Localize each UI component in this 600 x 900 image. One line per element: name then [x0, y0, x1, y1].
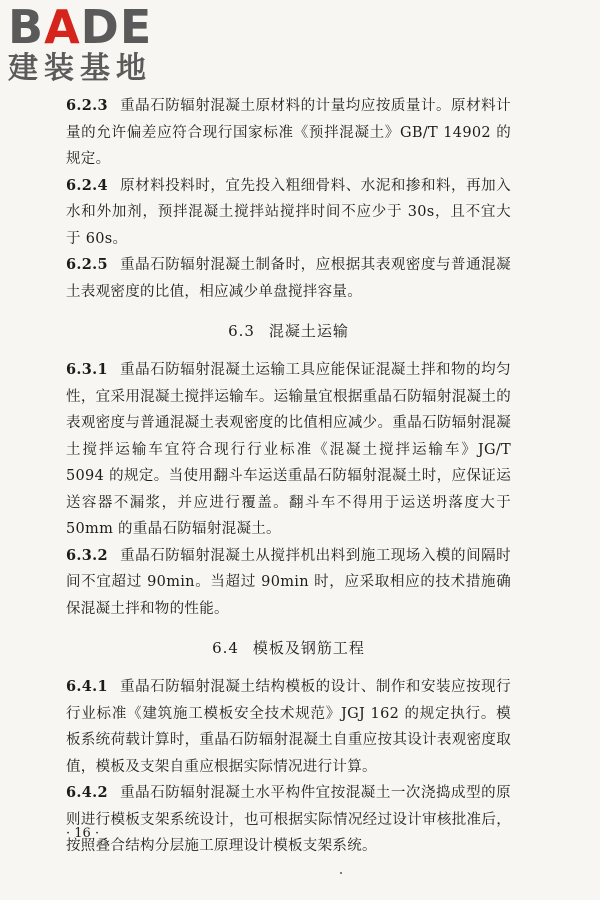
clause-text: 重晶石防辐射混凝土水平构件宜按混凝土一次浇捣成型的原则进行模板支架系统设计，也可根据实际情况经过设计审核批准后，按照叠合结构分层施工原理设计模板支架系统。 [66, 785, 511, 854]
section-title: 模板及钢筋工程 [252, 639, 365, 657]
clause-text: 重晶石防辐射混凝土运输工具应能保证混凝土拌和物的均匀性，宜采用混凝土搅拌运输车。运输量宜根据重晶石防辐射混凝土的表观密度与普通混凝土表观密度的比值相应减少。重晶石防辐射混凝土搅拌运输车宜符合现行行业标准《混凝土搅拌运输车》JG/T 5094 的规定。当使用翻斗车运送重晶石防辐射混凝土时，应保证运送容器不漏浆，并应进行覆盖。翻斗车不得用于运送坍落度大于 50mm 的重晶石防辐射混凝土。 [66, 362, 511, 537]
clause-text: 重晶石防辐射混凝土从搅拌机出料到施工现场入模的间隔时间不宜超过 90min。当超过 90min 时，应采取相应的技术措施确保混凝土拌和物的性能。 [66, 547, 511, 617]
section-number: 6.3 [228, 322, 255, 340]
clause-paragraph [66, 93, 511, 173]
bade-logo [8, 0, 188, 86]
section-number: 6.4 [212, 639, 239, 657]
clause-paragraph [66, 252, 511, 305]
clause-text: 重晶石防辐射混凝土结构模板的设计、制作和安装应按现行行业标准《建筑施工模板安全技术规范》JGJ 162 的规定执行。模板系统荷载计算时，重晶石防辐射混凝土自重应按其设计表观密度取值，模板及支架自重应根据实际情况进行计算。 [66, 679, 511, 775]
clause-text: 重晶石防辐射混凝土制备时，应根据其表观密度与普通混凝土表观密度的比值，相应减少单盘搅拌容量。 [66, 257, 511, 300]
clause-number: 6.2.3 [66, 97, 108, 114]
clause-number: 6.3.1 [66, 361, 108, 378]
clause-paragraph [66, 173, 511, 253]
clause-text: 原材料投料时，宜先投入粗细骨料、水泥和掺和料，再加入水和外加剂，预拌混凝土搅拌站搅拌时间不应少于 30s，且不宜大于 60s。 [66, 177, 511, 247]
clause-paragraph [66, 357, 511, 543]
scan-speck [340, 872, 342, 874]
clause-number: 6.3.2 [66, 546, 108, 564]
document-body [66, 93, 511, 860]
logo-subtitle: 建装基地 [8, 51, 152, 86]
section-heading [66, 305, 511, 357]
section-title: 混凝土运输 [268, 322, 349, 340]
section-heading [66, 622, 511, 674]
logo-wordmark: BADE [8, 0, 153, 54]
clause-number: 6.4.2 [66, 784, 108, 801]
clause-paragraph [66, 674, 511, 780]
clause-paragraph [66, 780, 511, 860]
clause-number: 6.2.5 [66, 256, 108, 273]
page-number: · 16 · [66, 826, 100, 841]
clause-paragraph [66, 543, 511, 623]
clause-text: 重晶石防辐射混凝土原材料的计量均应按质量计。原材料计量的允许偏差应符合现行国家标准《预拌混凝土》GB/T 14902 的规定。 [66, 98, 511, 167]
clause-number: 6.4.1 [66, 678, 108, 695]
clause-number: 6.2.4 [66, 176, 108, 194]
